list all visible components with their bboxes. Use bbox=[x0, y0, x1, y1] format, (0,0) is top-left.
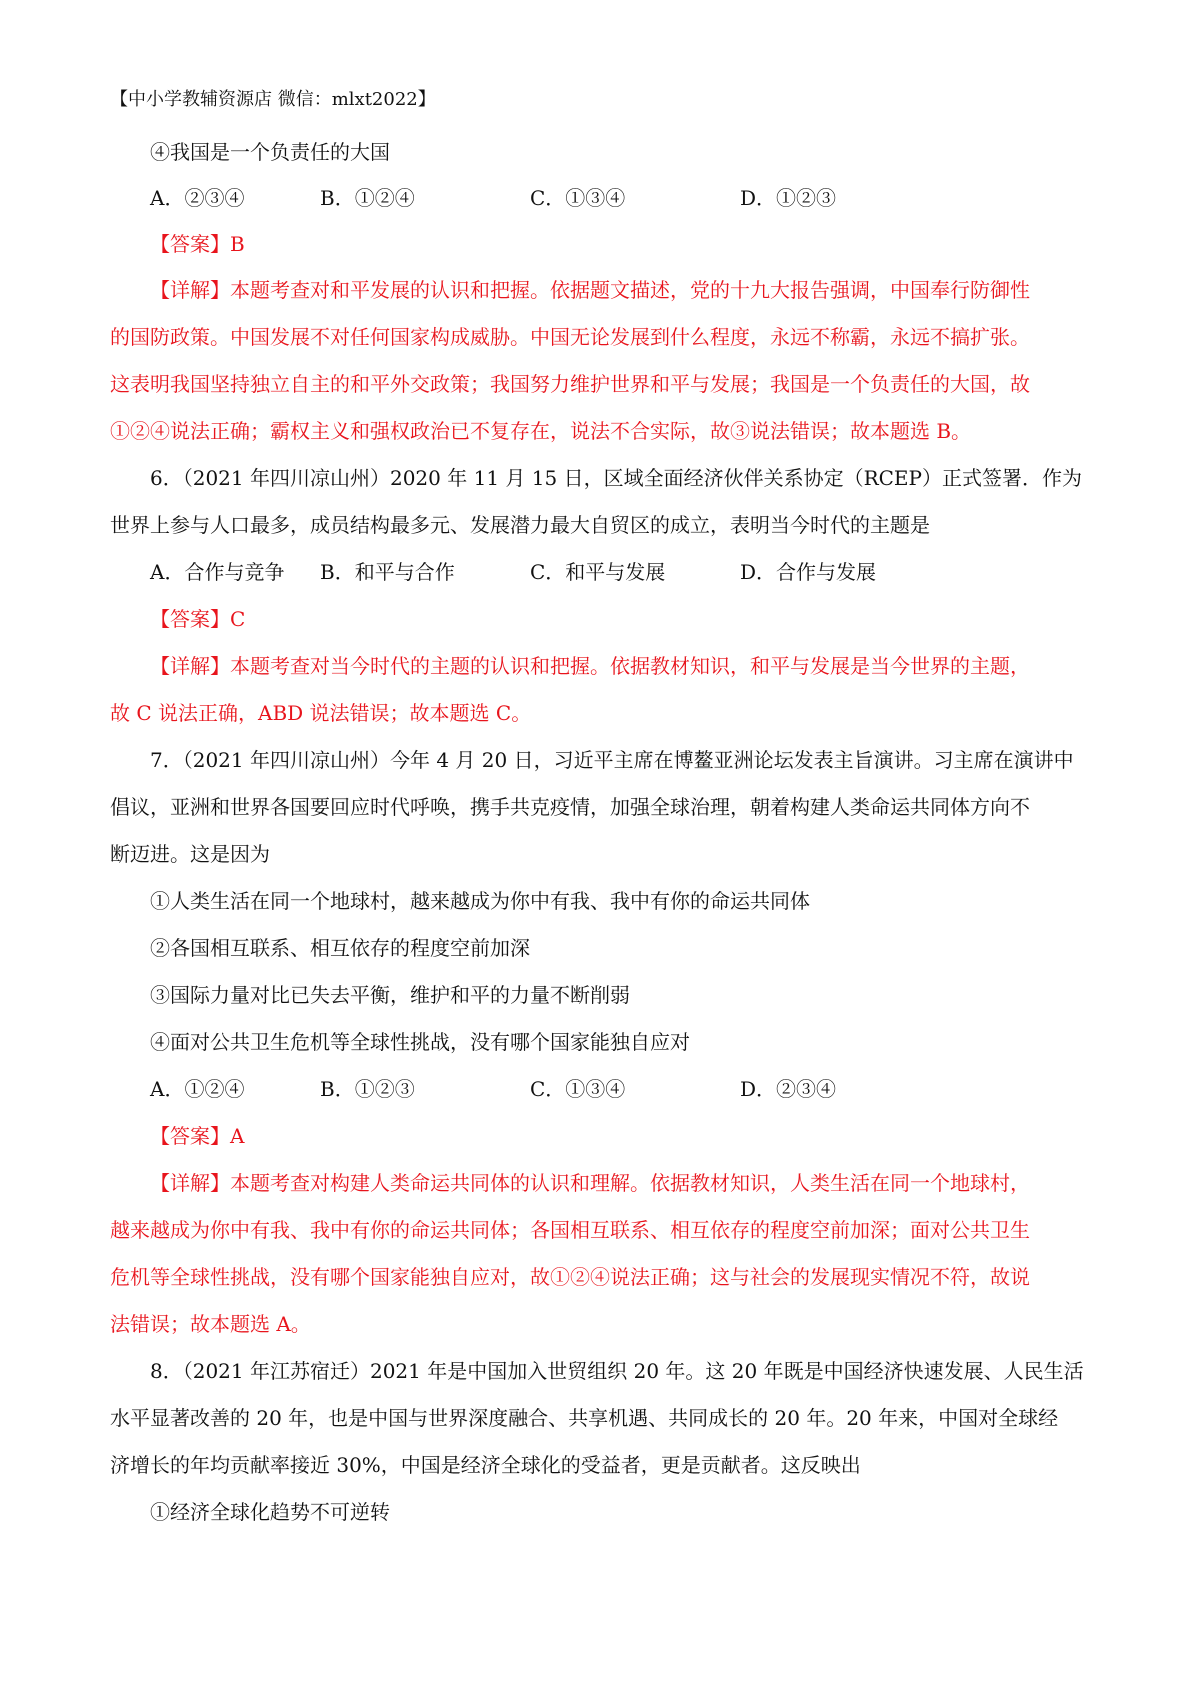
q8-stem-line: 水平显著改善的 20 年，也是中国与世界深度融合、共享机遇、共同成长的 20 年。20 年来，中国对全球经 bbox=[110, 1406, 1059, 1430]
q7-detail-line: 危机等全球性挑战，没有哪个国家能独自应对，故①②④说法正确；这与社会的发展现实情况不符，故说 bbox=[110, 1265, 1030, 1289]
q6-detail-line: 故 C 说法正确，ABD 说法错误；故本题选 C。 bbox=[110, 701, 532, 725]
q7-stem-line: 7．（2021 年四川凉山州）今年 4 月 20 日，习近平主席在博鳌亚洲论坛发表主旨演讲。习主席在演讲中 bbox=[150, 748, 1074, 772]
q7-detail-line: 【详解】本题考查对构建人类命运共同体的认识和理解。依据教材知识，人类生活在同一个地球村， bbox=[150, 1171, 1030, 1195]
q5-detail-line: 的国防政策。中国发展不对任何国家构成威胁。中国无论发展到什么程度，永远不称霸，永远不搞扩张。 bbox=[110, 325, 1030, 349]
q7-stem-line: 倡议，亚洲和世界各国要回应时代呼唤，携手共克疫情，加强全球治理，朝着构建人类命运共同体方向不 bbox=[110, 795, 1030, 819]
q7-stem-line: 断迈进。这是因为 bbox=[110, 842, 270, 866]
q5-detail-line: 这表明我国坚持独立自主的和平外交政策；我国努力维护世界和平与发展；我国是一个负责任的大国，故 bbox=[110, 372, 1030, 396]
page-header: 【中小学教辅资源店 微信：mlxt2022】 bbox=[110, 89, 436, 110]
q6-detail-line: 【详解】本题考查对当今时代的主题的认识和把握。依据教材知识，和平与发展是当今世界的主题， bbox=[150, 654, 1030, 678]
q5-detail-line: ①②④说法正确；霸权主义和强权政治已不复存在，说法不合实际，故③说法错误；故本题选 B。 bbox=[110, 419, 972, 443]
q8-stem-line: 8．（2021 年江苏宿迁）2021 年是中国加入世贸组织 20 年。这 20 年既是中国经济快速发展、人民生活 bbox=[150, 1359, 1084, 1383]
q8-stem-line: 济增长的年均贡献率接近 30%，中国是经济全球化的受益者，更是贡献者。这反映出 bbox=[110, 1453, 861, 1477]
q7-option-d: D．②③④ bbox=[740, 1077, 837, 1101]
q7-option-c: C．①③④ bbox=[530, 1077, 626, 1101]
q5-option-a: A．②③④ bbox=[150, 186, 245, 210]
q7-item-1: ①人类生活在同一个地球村，越来越成为你中有我、我中有你的命运共同体 bbox=[150, 889, 810, 913]
q8-item-1: ①经济全球化趋势不可逆转 bbox=[150, 1500, 390, 1524]
q6-stem-line: 6．（2021 年四川凉山州）2020 年 11 月 15 日，区域全面经济伙伴关系协定（RCEP）正式签署．作为 bbox=[150, 466, 1082, 490]
q7-item-3: ③国际力量对比已失去平衡，维护和平的力量不断削弱 bbox=[150, 983, 630, 1007]
q6-answer: 【答案】C bbox=[150, 607, 246, 631]
q5-option-c: C．①③④ bbox=[530, 186, 626, 210]
q5-answer: 【答案】B bbox=[150, 232, 245, 256]
q7-detail-line: 越来越成为你中有我、我中有你的命运共同体；各国相互联系、相互依存的程度空前加深；面对公共卫生 bbox=[110, 1218, 1030, 1242]
q5-detail-line: 【详解】本题考查对和平发展的认识和把握。依据题文描述，党的十九大报告强调，中国奉行防御性 bbox=[150, 278, 1030, 302]
q6-stem-line: 世界上参与人口最多，成员结构最多元、发展潜力最大自贸区的成立，表明当今时代的主题是 bbox=[110, 513, 930, 537]
q7-item-4: ④面对公共卫生危机等全球性挑战，没有哪个国家能独自应对 bbox=[150, 1030, 690, 1054]
q5-option-b: B．①②④ bbox=[320, 186, 415, 210]
q5-option-d: D．①②③ bbox=[740, 186, 837, 210]
q5-item-4: ④我国是一个负责任的大国 bbox=[150, 140, 390, 164]
q7-option-b: B．①②③ bbox=[320, 1077, 415, 1101]
q6-option-c: C．和平与发展 bbox=[530, 560, 666, 584]
q6-option-b: B．和平与合作 bbox=[320, 560, 455, 584]
q7-option-a: A．①②④ bbox=[150, 1077, 245, 1101]
q7-item-2: ②各国相互联系、相互依存的程度空前加深 bbox=[150, 936, 530, 960]
q6-option-a: A．合作与竞争 bbox=[150, 560, 285, 584]
q6-option-d: D．合作与发展 bbox=[740, 560, 877, 584]
q7-answer: 【答案】A bbox=[150, 1124, 245, 1148]
q7-detail-line: 法错误；故本题选 A。 bbox=[110, 1312, 311, 1336]
